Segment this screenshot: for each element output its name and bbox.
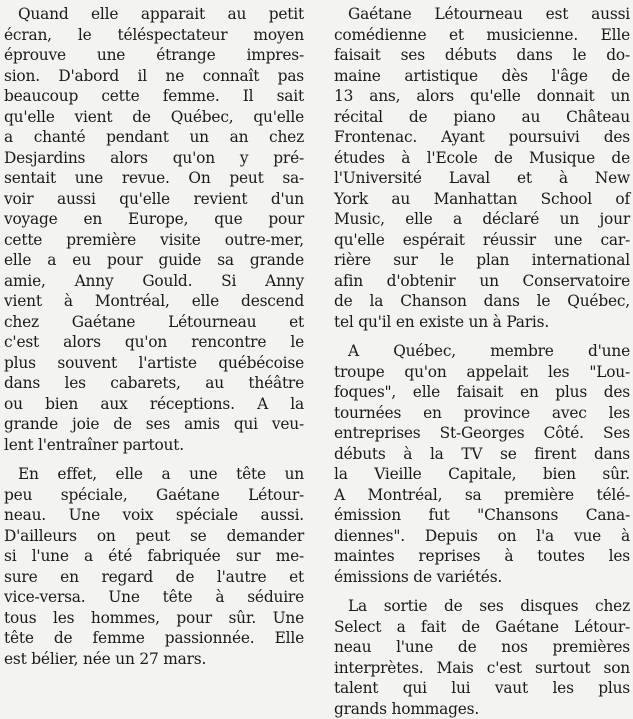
text-line: elle a eu pour guide sa grande	[4, 250, 304, 271]
text-line: de la Chanson dans le Québec,	[334, 291, 630, 312]
text-line: rière sur le plan international	[334, 250, 630, 271]
text-line: chez Gaétane Létourneau et	[4, 312, 304, 333]
text-line: diennes". Depuis on l'a vue à	[334, 526, 630, 547]
paragraph-gap	[334, 587, 630, 596]
text-line: Frontenac. Ayant poursuivi des	[334, 127, 630, 148]
text-line: grands hommages.	[334, 699, 630, 719]
text-line: qu'elle vient de Québec, qu'elle	[4, 107, 304, 128]
text-line: peu spéciale, Gaétane Létour-	[4, 485, 304, 506]
text-line: foques", elle faisait en plus des	[334, 382, 630, 403]
text-line: sure en regard de l'autre et	[4, 567, 304, 588]
text-line: neau. Une voix spéciale aussi.	[4, 505, 304, 526]
text-line: Select a fait de Gaétane Létour-	[334, 617, 630, 638]
text-line: émissions de variétés.	[334, 567, 630, 588]
text-line: grande joie de ses amis qui veu-	[4, 414, 304, 435]
text-line: maintes reprises à toutes les	[334, 546, 630, 567]
text-line: qu'elle espérait réussir une car-	[334, 230, 630, 251]
article-paragraph	[334, 341, 630, 587]
article-paragraph	[334, 596, 630, 719]
paragraph-gap	[334, 332, 630, 341]
article-paragraph	[334, 4, 630, 332]
text-line: tel qu'il en existe un à Paris.	[334, 312, 630, 333]
text-line: l'Université Laval et à New	[334, 168, 630, 189]
text-line: voyage en Europe, que pour	[4, 209, 304, 230]
text-line: si l'une a été fabriquée sur me-	[4, 546, 304, 567]
text-line: A Montréal, sa première télé-	[334, 485, 630, 506]
text-line: sion. D'abord il ne connaît pas	[4, 66, 304, 87]
article-paragraph	[4, 464, 304, 669]
text-line: interprètes. Mais c'est surtout son	[334, 658, 630, 679]
text-line: Music, elle a déclaré un jour	[334, 209, 630, 230]
text-line: cette première visite outre-mer,	[4, 230, 304, 251]
text-line: A Québec, membre d'une	[334, 341, 630, 362]
right-column	[334, 4, 630, 719]
text-line: voir aussi qu'elle revient d'un	[4, 189, 304, 210]
text-line: éprouve une étrange impres-	[4, 45, 304, 66]
text-line: Gaétane Létourneau est aussi	[334, 4, 630, 25]
text-line: tous les hommes, pour sûr. Une	[4, 608, 304, 629]
text-line: plus souvent l'artiste québécoise	[4, 353, 304, 374]
text-line: sentait une revue. On peut sa-	[4, 168, 304, 189]
text-line: études à l'Ecole de Musique de	[334, 148, 630, 169]
text-line: tournées en province avec les	[334, 403, 630, 424]
text-line: vice-versa. Une tête à séduire	[4, 587, 304, 608]
text-line: York au Manhattan School of	[334, 189, 630, 210]
text-line: entreprises St-Georges Côté. Ses	[334, 423, 630, 444]
text-line: troupe qu'on appelait les "Lou-	[334, 362, 630, 383]
text-line: récital de piano au Château	[334, 107, 630, 128]
text-line: En effet, elle a une tête un	[4, 464, 304, 485]
text-line: émission fut "Chansons Cana-	[334, 505, 630, 526]
text-line: Desjardins alors qu'on y pré-	[4, 148, 304, 169]
text-line: faisait ses débuts dans le do-	[334, 45, 630, 66]
article-paragraph	[4, 4, 304, 455]
text-line: D'ailleurs on peut se demander	[4, 526, 304, 547]
text-line: amie, Anny Gould. Si Anny	[4, 271, 304, 292]
text-line: comédienne et musicienne. Elle	[334, 25, 630, 46]
text-line: afin d'obtenir un Conservatoire	[334, 271, 630, 292]
text-line: tête de femme passionnée. Elle	[4, 628, 304, 649]
text-line: maine artistique dès l'âge de	[334, 66, 630, 87]
text-line: dans les cabarets, au théâtre	[4, 373, 304, 394]
text-line: 13 ans, alors qu'elle donnait un	[334, 86, 630, 107]
paragraph-gap	[4, 455, 304, 464]
text-line: Quand elle apparait au petit	[4, 4, 304, 25]
text-line: débuts à la TV se firent dans	[334, 444, 630, 465]
text-line: c'est alors qu'on rencontre le	[4, 332, 304, 353]
text-line: vient à Montréal, elle descend	[4, 291, 304, 312]
text-line: beaucoup cette femme. Il sait	[4, 86, 304, 107]
text-line: a chanté pendant un an chez	[4, 127, 304, 148]
left-column	[4, 4, 304, 669]
text-line: La sortie de ses disques chez	[334, 596, 630, 617]
text-line: lent l'entraîner partout.	[4, 435, 304, 456]
text-line: écran, le téléspectateur moyen	[4, 25, 304, 46]
text-line: la Vieille Capitale, bien sûr.	[334, 464, 630, 485]
text-line: ou bien aux réceptions. A la	[4, 394, 304, 415]
text-line: talent qui lui vaut les plus	[334, 678, 630, 699]
text-line: neau l'une de nos premières	[334, 637, 630, 658]
text-line: est bélier, née un 27 mars.	[4, 649, 304, 670]
